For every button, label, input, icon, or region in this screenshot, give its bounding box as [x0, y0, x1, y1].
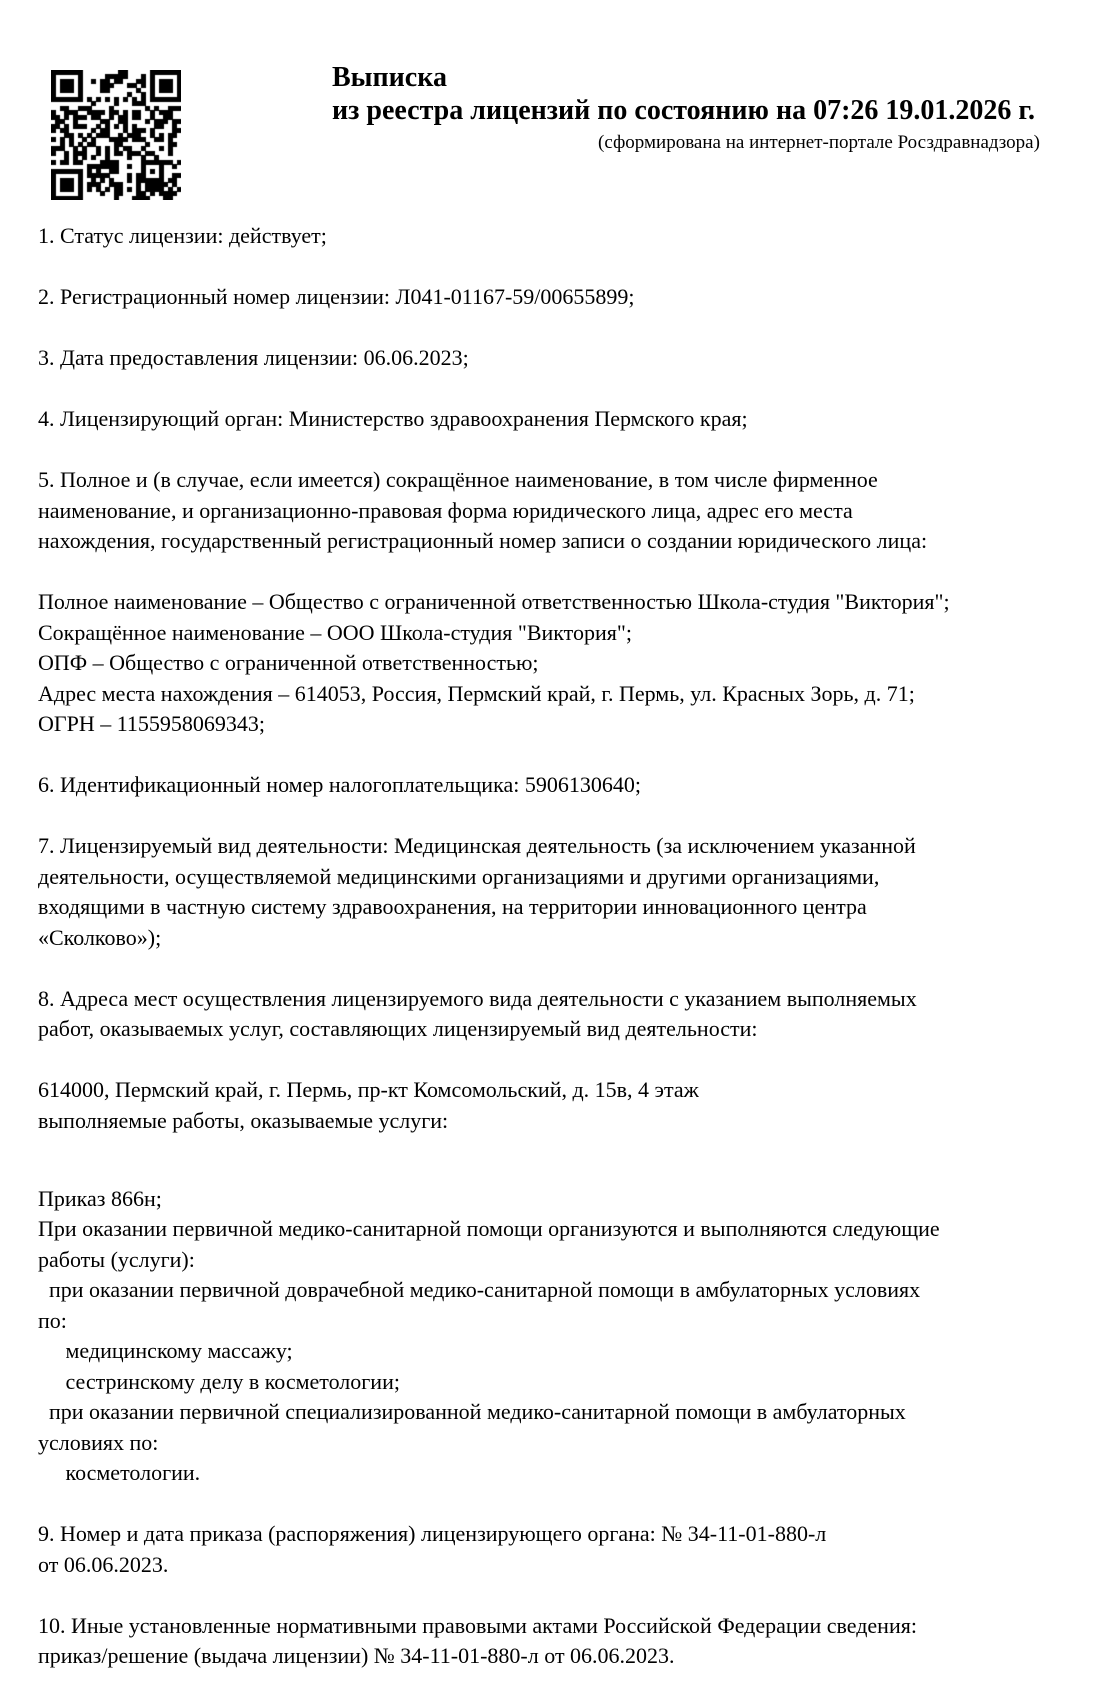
paragraph	[38, 1611, 950, 1672]
text-line: условиях по:	[38, 1429, 159, 1455]
text-line: 1. Статус лицензии: действует;	[38, 223, 327, 248]
text-line: по:	[38, 1307, 67, 1333]
paragraph	[38, 465, 950, 557]
text-line: 4. Лицензирующий орган: Министерство здравоохранения Пермского края;	[38, 406, 748, 431]
paragraph	[38, 343, 950, 374]
text-line: 8. Адреса мест осуществления лицензируемого вида деятельности с указанием выполняемых	[38, 985, 917, 1011]
text-line: 614000, Пермский край, г. Пермь, пр-кт Комсомольский, д. 15в, 4 этаж	[38, 1077, 699, 1102]
text-line: деятельности, осуществляемой медицинскими организациями и другими организациями,	[38, 863, 880, 889]
text-line: при оказании первичной доврачебной медико-санитарной помощи в амбулаторных условиях	[38, 1277, 921, 1302]
text-line: Адрес места нахождения – 614053, Россия, Пермский край, г. Пермь, ул. Красных Зорь, д. 71;	[38, 680, 915, 706]
text-line: Сокращённое наименование – ООО Школа-студия "Виктория";	[38, 619, 632, 645]
text-line: от 06.06.2023.	[38, 1551, 169, 1577]
paragraph	[38, 1184, 950, 1489]
text-line: приказ/решение (выдача лицензии) № 34-11-01-880-л от 06.06.2023.	[38, 1643, 675, 1668]
text-line: сестринскому делу в косметологии;	[38, 1368, 400, 1394]
text-line: Приказ 866н;	[38, 1185, 162, 1211]
paragraph	[38, 282, 950, 313]
document-subtitle: (сформирована на интернет-портале Росздравнадзора)	[598, 132, 1040, 153]
paragraph	[38, 1519, 950, 1580]
text-line: 3. Дата предоставления лицензии: 06.06.2023;	[38, 345, 469, 370]
paragraph	[38, 831, 950, 953]
text-line: 6. Идентификационный номер налогоплательщика: 5906130640;	[38, 772, 641, 797]
text-line: 2. Регистрационный номер лицензии: Л041-01167-59/00655899;	[38, 284, 635, 309]
text-line: медицинскому массажу;	[38, 1338, 293, 1363]
text-line: ОГРН – 1155958069343;	[38, 711, 266, 736]
text-line: 5. Полное и (в случае, если имеется) сокращённое наименование, в том числе фирменное	[38, 467, 878, 492]
text-line: 7. Лицензируемый вид деятельности: Медицинская деятельность (за исключением указанной	[38, 833, 916, 858]
text-line: наименование, и организационно-правовая форма юридического лица, адрес его места	[38, 497, 853, 523]
document-title	[332, 61, 1035, 127]
text-line: 9. Номер и дата приказа (распоряжения) лицензирующего органа: № 34-11-01-880-л	[38, 1521, 827, 1546]
text-line: работ, оказываемых услуг, составляющих лицензируемый вид деятельности:	[38, 1016, 758, 1041]
text-line: входящими в частную систему здравоохранения, на территории инновационного центра	[38, 894, 867, 919]
text-line: «Сколково»);	[38, 924, 162, 950]
text-line: ОПФ – Общество с ограниченной ответственностью;	[38, 650, 539, 675]
document-title-line2: из реестра лицензий по состоянию на 07:26 19.01.2026 г.	[332, 95, 1035, 126]
text-line: нахождения, государственный регистрационный номер записи о создании юридического лица:	[38, 528, 928, 553]
paragraph	[38, 221, 950, 252]
paragraph	[38, 587, 950, 740]
text-line: Полное наименование – Общество с ограниченной ответственностью Школа-студия "Виктория";	[38, 589, 950, 614]
document-body	[38, 221, 950, 1672]
paragraph	[38, 404, 950, 435]
text-line: при оказании первичной специализированной медико-санитарной помощи в амбулаторных	[38, 1399, 906, 1424]
text-line: 10. Иные установленные нормативными правовыми актами Российской Федерации сведения:	[38, 1612, 917, 1638]
text-line: косметологии.	[38, 1460, 201, 1485]
paragraph	[38, 1075, 950, 1136]
paragraph	[38, 770, 950, 801]
paragraph	[38, 984, 950, 1045]
text-line: выполняемые работы, оказываемые услуги:	[38, 1107, 449, 1133]
text-line: работы (услуги):	[38, 1246, 195, 1272]
document-title-line1: Выписка	[332, 62, 447, 93]
qr-code-icon	[51, 70, 181, 200]
text-line: При оказании первичной медико-санитарной помощи организуются и выполняются следующие	[38, 1216, 940, 1241]
